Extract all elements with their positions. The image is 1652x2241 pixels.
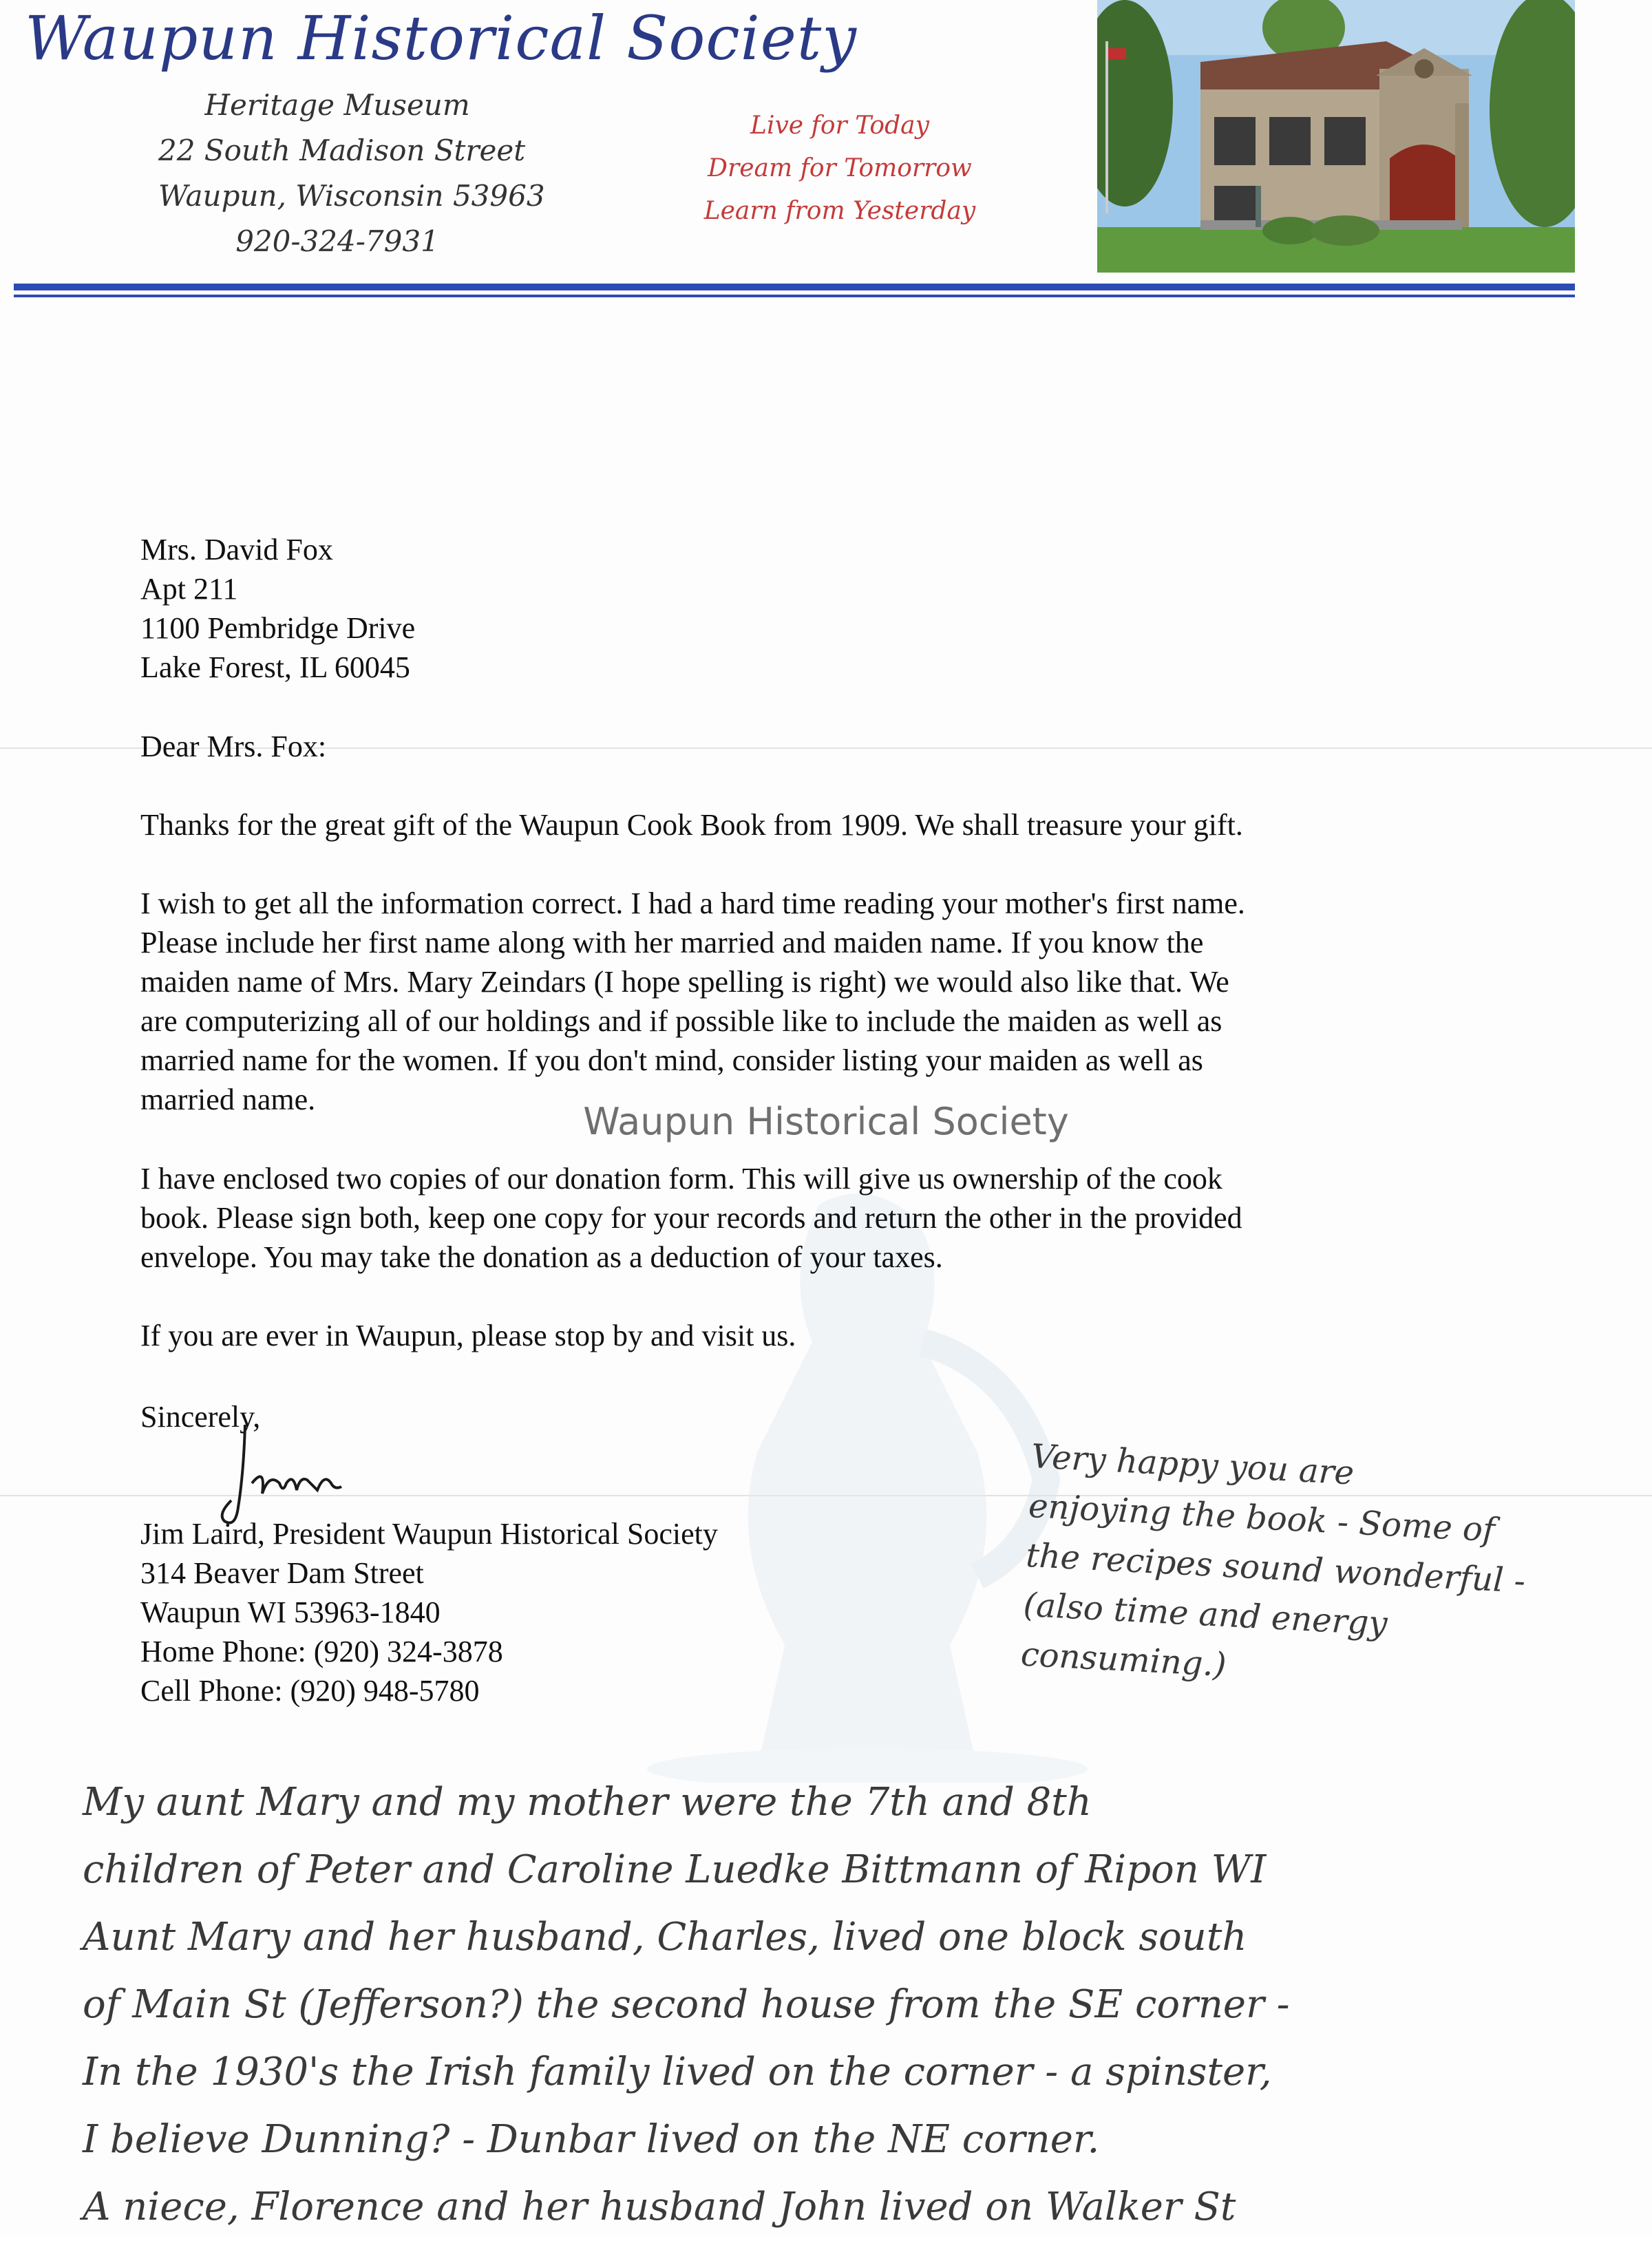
salutation: Dear Mrs. Fox: bbox=[140, 730, 327, 763]
handwritten-line: Very happy you are bbox=[1030, 1436, 1355, 1493]
org-title: Waupun Historical Society bbox=[25, 3, 857, 74]
handwritten-line: I believe Dunning? - Dunbar lived on the NE corner. bbox=[83, 2117, 1100, 2162]
handwritten-line: In the 1930's the Irish family lived on the corner - a spinster, bbox=[83, 2050, 1272, 2094]
address-line: Waupun, Wisconsin 53963 bbox=[158, 179, 545, 213]
handwritten-line: of Main St (Jefferson?) the second house from the SE corner - bbox=[83, 1982, 1290, 2027]
address-line: 22 South Madison Street bbox=[158, 134, 526, 167]
address-line: Heritage Museum bbox=[204, 88, 470, 122]
address-line: 920-324-7931 bbox=[235, 224, 439, 258]
closing: Sincerely, bbox=[140, 1400, 261, 1434]
letterhead-rule-thin bbox=[14, 295, 1575, 297]
paragraph-line: are computerizing all of our holdings and if possible like to include the maiden as well as bbox=[140, 1004, 1222, 1038]
paragraph-thanks bbox=[140, 805, 1243, 845]
paragraph-line: envelope. You may take the donation as a deduction of your taxes. bbox=[140, 1240, 943, 1274]
watermark-text: Waupun Historical Society bbox=[583, 1100, 1069, 1143]
paragraph-line: book. Please sign both, keep one copy for your records and return the other in the provided bbox=[140, 1201, 1242, 1235]
sender-line: Jim Laird, President Waupun Historical Society bbox=[140, 1517, 718, 1551]
handwritten-line: enjoying the book - Some of bbox=[1027, 1486, 1496, 1550]
motto-line: Learn from Yesterday bbox=[703, 197, 976, 225]
sender-line: 314 Beaver Dam Street bbox=[140, 1556, 424, 1590]
paragraph-line: married name. bbox=[140, 1083, 316, 1116]
museum-building-photo bbox=[1097, 0, 1575, 273]
handwritten-line: consuming.) bbox=[1019, 1635, 1227, 1685]
paragraph-line: Please include her first name along with her married and maiden name. If you know the bbox=[140, 926, 1204, 959]
paragraph-donation-form bbox=[140, 1159, 1242, 1277]
paragraph-line: Thanks for the great gift of the Waupun Cook Book from 1909. We shall treasure your gift. bbox=[140, 808, 1243, 842]
motto-line: Live for Today bbox=[750, 111, 929, 140]
paragraph-line: I have enclosed two copies of our donation form. This will give us ownership of the cook bbox=[140, 1162, 1222, 1196]
sender-signature-block bbox=[140, 1514, 718, 1710]
paragraph-visit bbox=[140, 1316, 796, 1355]
handwritten-signature bbox=[204, 1418, 369, 1542]
handwritten-line: Aunt Mary and her husband, Charles, lived one block south bbox=[83, 1915, 1247, 1959]
paragraph-line: I wish to get all the information correct. I had a hard time reading your mother's first name. bbox=[140, 886, 1245, 920]
handwritten-bottom-note bbox=[83, 1769, 1290, 2241]
letterhead-motto bbox=[695, 105, 984, 233]
recipient-line: Apt 211 bbox=[140, 572, 238, 606]
recipient-line: Lake Forest, IL 60045 bbox=[140, 650, 410, 684]
recipient-address bbox=[140, 530, 415, 687]
handwritten-line: (also time and energy bbox=[1022, 1585, 1388, 1644]
sender-line: Home Phone: (920) 324-3878 bbox=[140, 1635, 503, 1668]
handwritten-line: My aunt Mary and my mother were the 7th and 8th bbox=[83, 1780, 1092, 1825]
paragraph-line: maiden name of Mrs. Mary Zeindars (I hope spelling is right) we would also like that. We bbox=[140, 965, 1229, 999]
paragraph-line: married name for the women. If you don't mind, consider listing your maiden as well as bbox=[140, 1043, 1203, 1077]
recipient-line: 1100 Pembridge Drive bbox=[140, 611, 416, 645]
motto-line: Dream for Tomorrow bbox=[708, 154, 972, 182]
handwritten-line: the recipes sound wonderful - bbox=[1025, 1536, 1527, 1601]
handwritten-line: children of Peter and Caroline Luedke Bittmann of Ripon WI bbox=[83, 1847, 1267, 1892]
letterhead-address bbox=[158, 83, 545, 264]
sender-line: Waupun WI 53963-1840 bbox=[140, 1595, 441, 1629]
sender-line: Cell Phone: (920) 948-5780 bbox=[140, 1674, 480, 1708]
paragraph-line: If you are ever in Waupun, please stop by and visit us. bbox=[140, 1319, 796, 1352]
handwritten-side-note bbox=[1019, 1432, 1532, 1706]
handwritten-line: A niece, Florence and her husband John lived on Walker St bbox=[83, 2185, 1236, 2229]
paragraph-information bbox=[140, 884, 1245, 1119]
letterhead-rule bbox=[14, 284, 1575, 290]
recipient-line: Mrs. David Fox bbox=[140, 533, 333, 566]
